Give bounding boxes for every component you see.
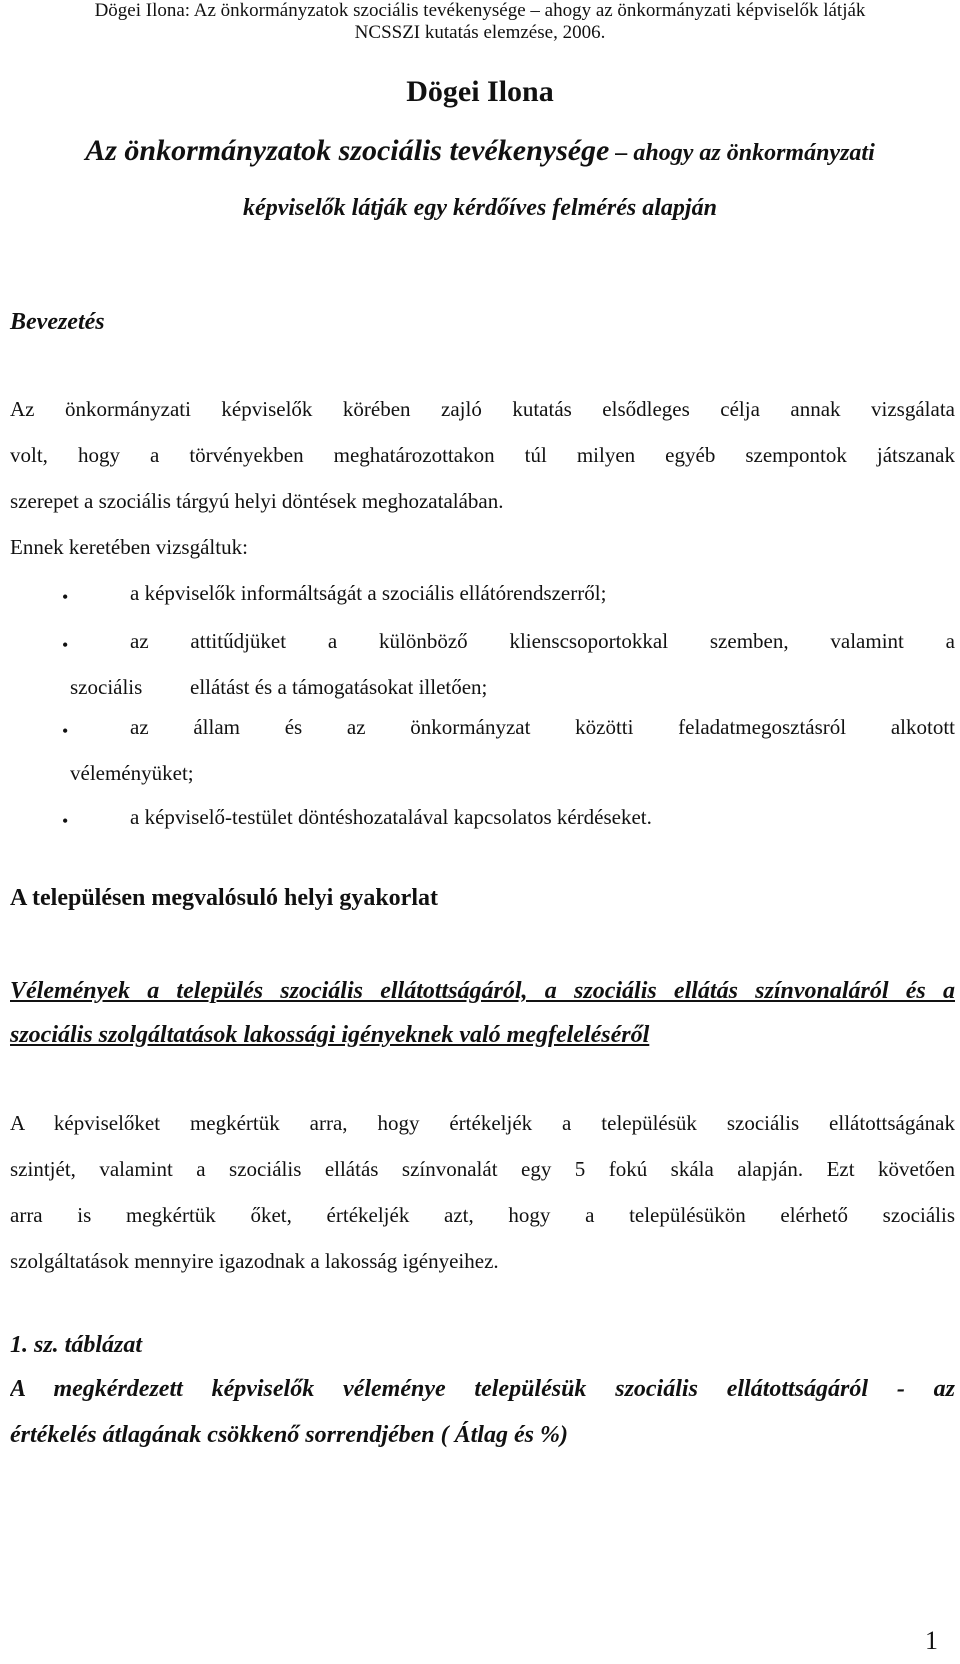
section-paragraph-line-4: szolgáltatások mennyire igazodnak a lakosság igényeihez. [10,1249,499,1273]
document-title [0,125,960,234]
bullet-item: az attitűdjüket a különböző klienscsoportokkal szemben, valamint a [130,629,955,653]
section-heading: A településen megvalósuló helyi gyakorlat [10,885,438,911]
table-caption-number: 1. sz. táblázat [10,1332,143,1358]
section-paragraph-line-2: szintjét, valamint a szociális ellátás színvonalát egy 5 fokú skála alapján. Ezt követően [10,1157,955,1181]
intro-paragraph-line-2: volt, hogy a törvényekben meghatározottakon túl milyen egyéb szempontok játszanak [10,443,955,467]
intro-paragraph-2: Ennek keretében vizsgáltuk: [10,535,248,559]
table-caption-line-1: A megkérdezett képviselők véleménye településük szociális ellátottságáról - az [10,1376,955,1402]
bullet-icon: • [62,811,69,831]
page-number: 1 [925,1626,938,1655]
running-header-line-2: NCSSZI kutatás elemzése, 2006. [354,22,606,43]
bullet-item: a képviselő-testület döntéshozatalával kapcsolatos kérdéseket. [130,805,652,829]
bullet-item: az állam és az önkormányzat közötti feladatmegosztásról alkotott [130,715,955,739]
running-header-line-1: Dögei Ilona: Az önkormányzatok szociális tevékenysége – ahogy az önkormányzati képviselők látják [94,0,866,21]
intro-heading: Bevezetés [10,309,105,335]
intro-paragraph-line-1: Az önkormányzati képviselők körében zajló kutatás elsődleges célja annak vizsgálata [10,397,955,421]
title-line-2: képviselők látják egy kérdőíves felmérés alapján [243,195,717,221]
table-caption-line-2: értékelés átlagának csökkenő sorrendjében ( Átlag és %) [10,1422,568,1448]
subsection-heading-line-1: Vélemények a település szociális ellátottságáról, a szociális ellátás színvonaláról és a [10,978,955,1004]
bullet-icon: • [62,587,69,607]
section-paragraph-line-1: A képviselőket megkértük arra, hogy értékeljék a településük szociális ellátottságának [10,1111,955,1135]
bullet-item: a képviselők informáltságát a szociális ellátórendszerről; [130,581,607,605]
intro-paragraph-line-3: szerepet a szociális tárgyú helyi döntések meghozatalában. [10,489,504,513]
subsection-heading-line-2: szociális szolgáltatások lakossági igényeknek való megfeleléséről [10,1022,650,1048]
author-name: Dögei Ilona [406,75,554,108]
bullet-continuation-word: szociális [70,675,143,699]
bullet-continuation: ellátást és a támogatásokat illetően; [190,675,488,699]
running-header [0,0,960,44]
title-continuation: – ahogy az önkormányzati [609,140,875,166]
title-main: Az önkormányzatok szociális tevékenysége [85,134,610,167]
bullet-continuation: véleményüket; [70,761,194,785]
bullet-icon: • [62,635,69,655]
bullet-icon: • [62,721,69,741]
section-paragraph-line-3: arra is megkértük őket, értékeljék azt, hogy a településükön elérhető szociális [10,1203,955,1227]
